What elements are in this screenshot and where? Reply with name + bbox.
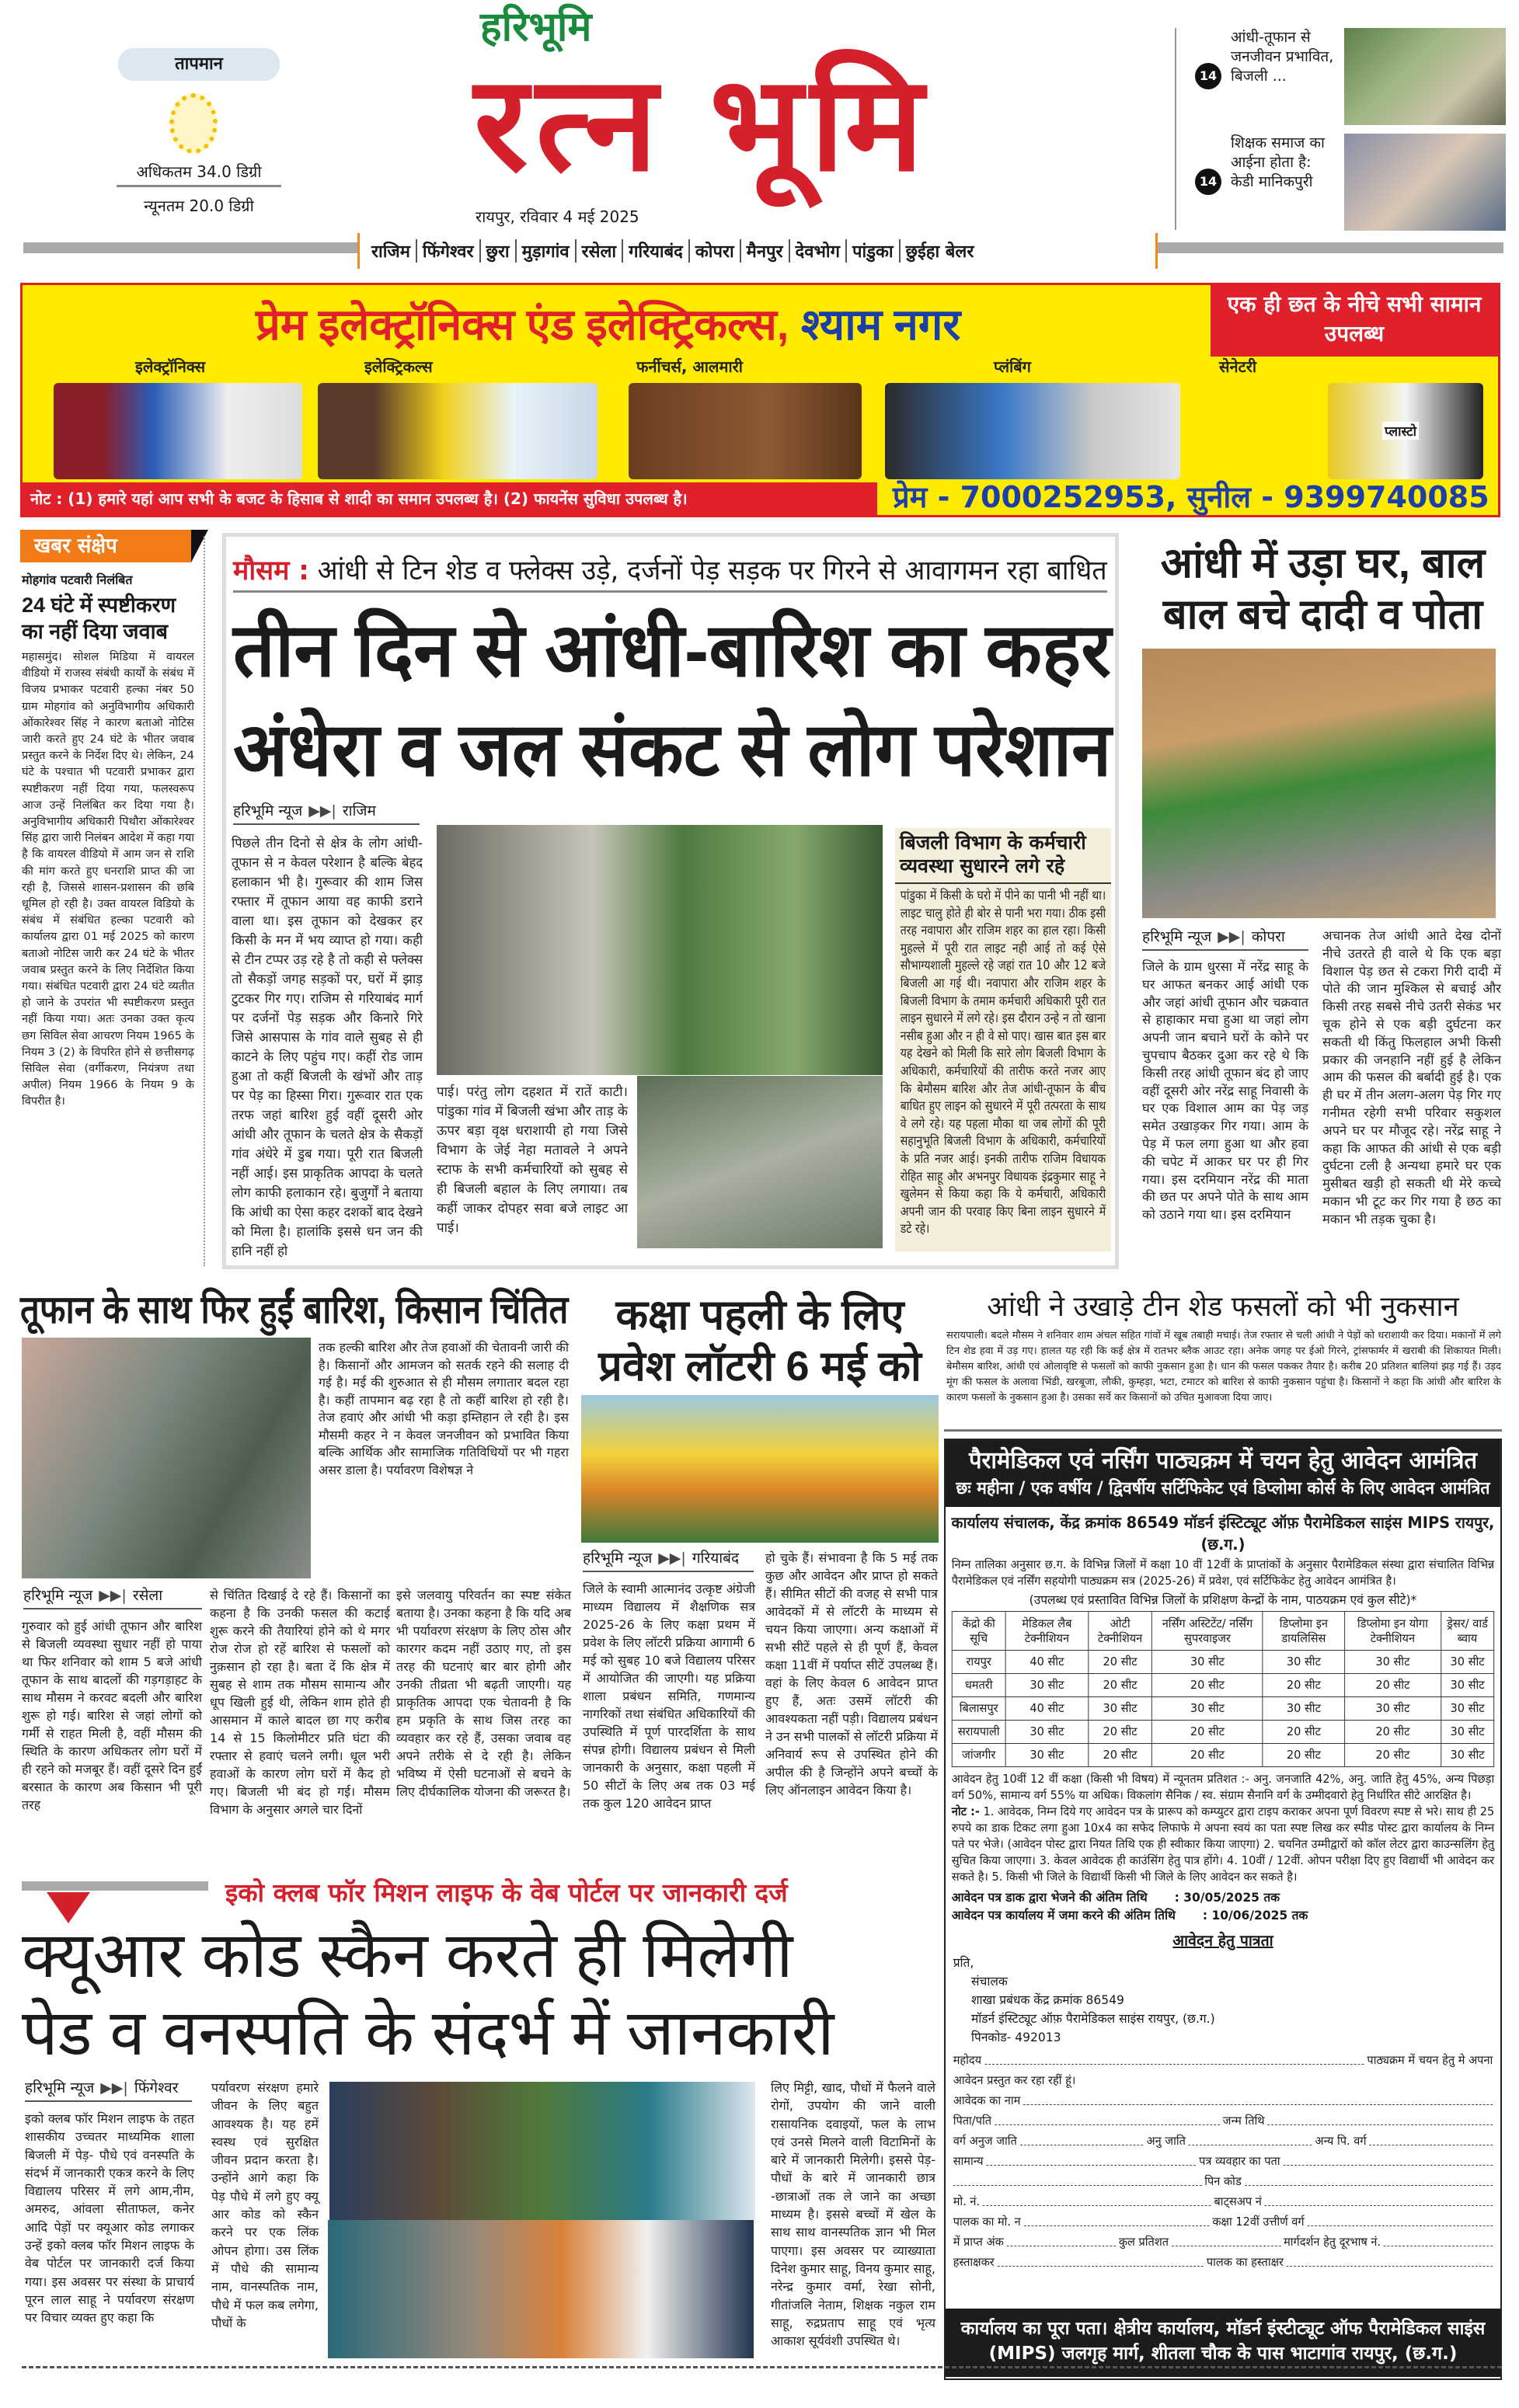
note-label: नोट :- (951, 1804, 980, 1818)
form-label: मार्गदर्शन हेतु दूरभाष नं. (1284, 2235, 1381, 2249)
table-cell: 30 सीट (1263, 1651, 1344, 1674)
lead-photo-street (637, 1076, 883, 1248)
address-line: मॉडर्न इंस्टिट्यूट ऑफ़ पैरामेडिकल साइंस रायपुर, (छ.ग.) (970, 2011, 1215, 2026)
table-cell: जांजगीर (952, 1744, 1005, 1767)
teaser-photo (1344, 134, 1506, 231)
qr-photo-top (329, 2082, 755, 2220)
brief-body: महासमुंद। सोशल मिडिया में वायरल वीडियो में राजस्व संबंधी कार्यों के संबंध में विजय प्रभाकर पटवारी हल्का नंबर 50 ग्राम मोहगांव को अनुविभागीय अधिकारी ओंकारेश्वर सिंह ने कारण बताओ नोटिस जारी करते हुए 24 घंटे के भीतर जवाब प्रस्तुत करने के निर्देश दिए थे। लेकिन, 24 घंटे के पश्चात भी पटवारी प्रभाकर द्वारा स्पष्टीकरण नहीं दिया गया, फलस्वरूप आज उन्हें निलंबित कर दिया गया है। अनुविभागीय अधिकारी पिथौरा ओंकारेश्वर सिंह द्वारा जारी निलंबन आदेश में कहा गया है कि वायरल वीडियो में आम जन से राशि की मांग करते हुए धनराशि प्राप्त की जा रही है, जिससे शासन-प्रशासन की छबि धूमिल हो रही है। उक्त वायरल विडियो के संबंध में संबंधित हल्का पटवारी को कार्यालय द्वारा 01 मई 2025 को कारण बताओ नोटिस जारी कर 24 घंटे के भीतर जवाब प्रस्तुत करने के लिए निर्देशित किया गया। संबंधित पटवारी द्वारा 24 घंटे व्यतीत हो जाने के उपरांत भी स्पष्टीकरण प्रस्तुत नहीं किया गया। अतः उनका उक्त कृत्य छग सिविल सेवा आचरण नियम 1965 के नियम 3 (2) के विपरित होने से छत्तीसगढ़ सिविल सेवा (वर्गीकरण, नियंत्रण तथा अपील) नियम 1966 के नियम 9 के विपरीत है। (22, 651, 194, 1108)
lead-photo-fallen-tree (437, 825, 883, 1075)
form-row (953, 2129, 1493, 2149)
note-body: 1. आवेदक, निम्न दिये गए आवेदन पत्र के प्रारूप को कम्प्युटर द्वारा टाइप कराकर अपना पूर्ण विवरण स्पष्ट से भरे। साथ ही 25 रुपये का डाक टिकट लगा हुआ 10x4 का सफेद लिफाफे मे अपना स्वयं का पता स्पष्ट लिख कर स्पीड पोस्ट द्वारा कार्यालय के निम्न पते पर भेजे। (आवेदन पोस्ट द्वारा नियत तिथि एक ही स्वीकार किया जाएगा) 2. चयनित उम्मीद्वारों को कॉल लेटर द्वारा काउन्सलिंग हेतु सुचित किया जाएगा। 3. केवल आवेदक ही काउंसिंग हेतु पात्र होंगे। 4. 10वीं / 12वीं. ओपन परीक्षा दिए हुए विद्यार्थी भी आवेदन कर सकते है। 5. किसी भी जिले के विद्यार्थी किसी भी जिले के लिए आवेदन कर सकते है। (951, 1804, 1495, 1884)
table-cell: 20 सीट (1089, 1721, 1152, 1744)
electronics-image (54, 383, 302, 479)
table-header: नर्सिंग अस्टिटेंट/ नर्सिंग सुपरवाइजर (1152, 1612, 1263, 1651)
form-row (953, 2250, 1493, 2271)
qr-headline-line-2: पेड व वनस्पति के संदर्भ में जानकारी (22, 1998, 834, 2069)
brief-headline: 24 घंटे में स्पष्टीकरण का नहीं दिया जवाब (22, 593, 176, 643)
news-source: हरिभूमि न्यूज (233, 802, 303, 819)
table-cell: बिलासपुर (952, 1697, 1005, 1721)
table-cell: 30 सीट (1263, 1697, 1344, 1721)
table-cell: 30 सीट (1441, 1697, 1493, 1721)
news-source: हरिभूमि न्यूज (1142, 928, 1212, 945)
forward-arrow-icon: ▶▶| (100, 2079, 128, 2097)
eligibility-text: आवेदन हेतु 10वीं 12 वीं कक्षा (किसी भी विषय) में न्यूनतम प्रतिशत :- अनु. जनजाति 42%, अनु. जाति हेतु 45%, अन्य पिछड़ा वर्ग 50%, सामान्य वर्ग 55% या अधिक। विकलांग सैनिक / स्व. संग्राम सैनानि वर्ग के उम्मीदवारो हेतु निर्धारित सीटे आरक्षित है। (951, 1772, 1495, 1802)
form-label: बाट्सअप नं (1214, 2194, 1262, 2208)
form-label: सामान्य (953, 2154, 984, 2168)
table-cell: 30 सीट (1005, 1674, 1089, 1697)
table-cell: 20 सीट (1344, 1721, 1441, 1744)
section-rule (944, 1429, 1502, 1432)
dateline-place: कोपरा (1251, 928, 1285, 945)
location-link[interactable]: फिंगेश्वर (417, 239, 481, 263)
dateline-place: राजिम (342, 802, 376, 819)
table-cell: 30 सीट (1344, 1697, 1441, 1721)
qr-photo-bottom (328, 2220, 754, 2358)
form-blank-field[interactable] (984, 2064, 1364, 2065)
table-cell: 20 सीट (1344, 1674, 1441, 1697)
table-cell: 20 सीट (1152, 1721, 1263, 1744)
form-row (953, 2048, 1493, 2069)
address-line: प्रति, (953, 1955, 974, 1970)
storm-body-col-3: इसे जलवायु परिवर्तन का स्पष्ट संकेत बताया है। उनका कहना है कि यदि अब भी पर्यावरण संरक्षण के लिए ठोस और कारगर कदम नहीं उठाए गए, तो इस तरह की घटनाएं बार बार होगी और उनकी तीव्रता भी बढ़ती जाएगी। यह प्राकृतिक आपदा एक चेतावनी है कि हम प्रकृति के साथ जिस तरह का व्यवहार कर रहे हैं, उसका जवाब वह अपने तरीके से दे रही है। लेकिन भविष्य में ऐसी घटनाओं से बचने के लिए दीर्घकालिक योजना की जरूरत है। (396, 1588, 571, 1799)
table-cell: 30 सीट (1005, 1744, 1089, 1767)
table-header: मेडिकल लैब टेक्नीशियन (1005, 1612, 1089, 1651)
house-body-col-2: अचानक तेज आंधी आते देख दोनों नीचे उतरते ही वाले थे कि एक बड़ा विशाल पेड़ छत से टकरा गिरी दादी में पोते की जान मुश्किल से बचाई और किसी तरह सबसे नीचे उतरी सेकंड भर चूक होने से एक बड़ी दुर्घटना कर सकती थी किंतु फिलहाल अभी किसी प्रकार की जनहानि नहीं हुई है लेकिन आम की फसल की बर्बादी हुई है। एक ही घर में तीन अलग-अलग पेड़ गिर गए गनीमत रहेगी सभी परिवार सकुशल अपने घर पर मौजूद रहे। नरेंद्र साहू ने कहा कि आफत की आंधी से एक बड़ी दुर्घटना टली है अन्यथा हमारे घर एक मुसीबत खड़ी हो सकती थी मेरे कच्चे मकान भी टूट कर गिर गया है छठ का मकान भी तड़क चुका है। (1322, 928, 1501, 1227)
storm-body-col-2: से चिंतित दिखाई दे रहे हैं। किसानों का कहना है कि उनकी फसल की कटाई शुरू करने की तैयारियां होने को थे मगर रोज रोज हो रहें बारिश से फसलों को नुक़सान हो रहा है। बता दें कि क्षेत्र में सुबह से शाम तक मौसम सामान्य और धूप खिली हुई थी, लेकिन शाम होते ही आसमान में काले बादल छा गए करीब 14 से 15 किलोमीटर प्रति घंटा की रफ्तार से हवाएं चलने लगी। धूल भरी हवाओं के कारण लोग घरों में कैद हो गए। बिजली भी बंद हो गई। मौसम विभाग के अनुसार अगले चार दिनों (210, 1588, 390, 1817)
seats-table (952, 1611, 1494, 1767)
institute-name: कार्यालय संचालक, केंद्र क्रमांक 86549 मॉडर्न इंस्टिट्यूट ऑफ़ पैरामेडिकल साइंस MIPS रायपुर, (छ.ग.) (951, 1513, 1495, 1554)
qr-headline-line-1: क्यूआर कोड स्कैन करते ही मिलेगी (22, 1920, 793, 1991)
form-row (953, 2089, 1493, 2109)
form-label: पालक का हस्ताक्षर (1206, 2255, 1284, 2269)
location-link[interactable]: पांडुका (847, 239, 901, 263)
table-cell: 20 सीट (1263, 1721, 1344, 1744)
form-title: आवेदन हेतु पात्रता (1172, 1931, 1273, 1950)
form-blank-field[interactable] (1023, 2104, 1493, 2105)
teaser-storm[interactable] (1187, 28, 1506, 125)
form-blank-field[interactable] (1283, 2165, 1493, 2166)
intro-text: निम्न तालिका अनुसार छ.ग. के विभिन्न जिलों में कक्षा 10 वीं 12वीं के प्राप्तांकों के अनुसार पैरामेडिकल संस्था द्वारा संचालित विभिन्न पैरामेडिकल एवं नर्सिंग सहयोगी पाठ्यक्रम सत्र (2025-26) में प्रवेश, एवं सर्टिफिकेट हेतु आवेदन आमंत्रित है। (951, 1557, 1495, 1588)
ad-category: प्लंबिंग (994, 357, 1031, 376)
temperature-label: तापमान (118, 48, 280, 81)
lead-headline-line-1: तीन दिन से आंधी-बारिश का कहर (233, 609, 1111, 692)
office-address-footer: कार्यालय का पूरा पता। क्षेत्रीय कार्यालय, मॉडर्न इंस्टीट्यूट ऑफ पैरामेडिकल साइंस (MIPS) जलगृह मार्ग, शीतला चौक के पास भाटागांव रायपुर, (छ.ग.) (946, 2309, 1500, 2377)
table-row (952, 1697, 1494, 1721)
table-caption: (उपलब्ध एवं प्रस्तावित विभिन्न जिलों के प्रशिक्षण केन्द्रों के नाम, पाठयक्रम एवं कुल सीटे)* (1029, 1592, 1417, 1607)
sidebar-electricity-staff (895, 828, 1111, 1251)
water-tank-image (1328, 383, 1483, 479)
teaser-teacher[interactable] (1187, 134, 1506, 231)
address-line: संचालक (970, 1974, 1008, 1989)
form-blank-field[interactable] (953, 2185, 1202, 2186)
form-label: अन्य पि. वर्ग (1315, 2134, 1367, 2148)
location-link[interactable]: गरियाबंद (623, 239, 690, 263)
form-blank-field[interactable] (1307, 2225, 1493, 2226)
table-cell: 30 सीट (1441, 1651, 1493, 1674)
table-cell: 20 सीट (1089, 1744, 1152, 1767)
form-row (953, 2210, 1493, 2230)
form-label: आवेदन प्रस्तुत कर रहा रहीं हूं। (953, 2073, 1076, 2087)
forward-arrow-icon: ▶▶| (658, 1550, 686, 1567)
qr-dateline (25, 2079, 192, 2102)
news-brief-tag: खबर संक्षेप (20, 530, 191, 562)
lead-dateline (233, 802, 420, 825)
location-link[interactable]: छुईहा बेलर (905, 242, 974, 262)
crops-body: सरायपाली। बदले मौसम ने शनिवार शाम अंचल सहित गांवों में खूब तबाही मचाई। तेज रफ्तार से चली आंधी ने पेड़ों को धराशायी कर दिया। मकानों में लगे टिन शेड हवा में उड़ गए। हालत यह रही कि कई क्षेत्र में रातभर ब्लैक आउट रहा। अनेक जगह पर ईओ गिरने, ट्रांसफार्मर में खराबी की शिकायत मिली। बेमौसम बारिश, आंधी एवं ओलावृष्टि से फसलों को काफी नुकसान हुआ है। धान की फसल पककर तैयार है। करीब 20 प्रतिशत बालियां झड़ गई हैं। उड़द मूंग की फसल के अलावा भिंडी, खरबूजा, लौकी, कुम्हड़ा, भटा, टमाटर को बारिश से काफी नुकसान पहुंचा है। किसानों ने कहा कि आंधी और बारिश के कारण फसलों के नुकसान हुआ है। उसका सर्वे कर किसानों को उचित मुआवजा दिया जाए। (946, 1330, 1501, 1404)
addressee (946, 1954, 1500, 2047)
form-row (953, 2069, 1493, 2089)
storm-body-col-1: गुरुवार को हुई आंधी तूफान और बारिश से बिजली व्यवस्था सुधार नहीं हो पाया था फिर शनिवार को शाम 5 बजे आंधी तूफान के साथ बादलों की गड़गड़ाहट के साथ मौसम ने करवट बदली और बारिश शुरू हो गई। बारिश से जहां लोगों को गर्मी से राहत मिली है, वहीं मौसम की स्थिति के कारण अधिकतर लोग घरों में ही रहने को मजबूर हैं। वहीं दूसरे दिन हुईं बरसात के कारण अब किसान भी पूरी तरह (22, 1619, 202, 1812)
edition-date: रायपुर, रविवार 4 मई 2025 (476, 207, 639, 226)
lead-body-col-1: पिछले तीन दिनो से क्षेत्र के लोग आंधी-तूफान से न केवल परेशान है बल्कि बेहद हलाकान भी है। गुरूवार की शाम जिस रफ्तार में तूफान आया वह काफी डराने वाला था। इस तूफान को देखकर हर किसी के मन में भय व्याप्त हो गया। कही से टीन टप्पर उड़ रहे है तो कही से फ्लेक्स तो सैकड़ों जगह सड़कों पर, घरों में झाड़ टुटकर गिर गए। राजिम से गरियाबंद मार्ग पर दर्जनों पेड़ सड़क और किनारे गिरे जिसे आसपास के गांव वाले सुबह से ही काटने के लिए पहुंच गए। कहीं रोड जाम हुआ तो कहीं बिजली के खंभों और ताड़ पर पेड़ का हिस्सा गिरा। गुरूवार रात एक तरफ जहां बारिश हुई वहीं दूसरी ओर आंधी और तूफान के चलते क्षेत्र के सैकड़ों गांव अंधेरे में डुब गया। पूरी रात बिजली नहीं आई। इस प्राकृतिक आपदा के चलते लोग काफी हलाकान रहे। बुजुर्गों ने बताया कि आंधी का ऐसा कहर दशकों बाद देखने को मिला है। हालांकि इससे धन जन की हानि नहीं हो (232, 836, 423, 1259)
electricals-image (318, 383, 597, 479)
lottery-body-col-1: जिले के स्वामी आत्मानंद उत्कृष्ट अंग्रेजी माध्यम विद्यालय में शैक्षणिक सत्र 2025-26 के लिए कक्षा प्रथम में प्रवेश के लिए लॉटरी प्रक्रिया आगामी 6 मई को सुबह 10 बजे विद्यालय परिसर में आयोजित की जाएगी। यह प्रक्रिया शाला प्रबंधन समिति, गणमान्य नागरिकों तथा संबंधित अधिकारियों की उपस्थिति में पूर्ण पारदर्शिता के साथ संपन्न होगी। विद्यालय प्रबंधन से मिली जानकारी के अनुसार, कक्षा पहली में 50 सीटों के लिए अब तक 03 मई तक कुल 120 आवेदन प्राप्त (583, 1582, 755, 1811)
ad-title (256, 299, 1188, 350)
deadline-label: आवेदन पत्र कार्यालय में जमा करने की अंतिम तिथि (951, 1908, 1176, 1923)
form-label: में प्राप्त अंक (953, 2235, 1004, 2249)
lead-body-col-2: पाई। परंतु लोग दहशत में रातें काटी। पांडुका गांव में बिजली खंभा और ताड़ के ऊपर बड़ा वृक्ष धराशायी हो गया जिसे विभाग के जेई नेहा मतावले ने अपने स्टाफ के सभी कर्मचारियों को सुबह से ही बिजली बहाल के लिए लगाया। तब कहीं जाकर दोपहर सवा बजे लाइट आ पाई। (437, 1084, 628, 1236)
dateline-place: गरियाबंद (692, 1550, 740, 1567)
kicker-label: मौसम : (233, 555, 309, 586)
teaser-divider (1175, 28, 1176, 230)
location-nav (357, 233, 1158, 269)
table-cell: 20 सीट (1152, 1744, 1263, 1767)
form-label: पाठ्यक्रम में चयन हेतु मे अपना (1367, 2053, 1493, 2067)
teaser-photo (1344, 28, 1506, 125)
table-header: केंद्रो की सूचि (952, 1612, 1005, 1651)
deadline-office (952, 1906, 1494, 1924)
application-form (946, 2047, 1500, 2271)
teaser-text: आंधी-तूफान से जनजीवन प्रभावित, बिजली ... (1231, 29, 1334, 85)
lottery-dateline (583, 1549, 754, 1572)
form-blank-field[interactable] (1245, 2185, 1493, 2186)
form-row (953, 2230, 1493, 2250)
table-cell: 30 सीट (1441, 1744, 1493, 1767)
dateline-place: रसेला (132, 1587, 163, 1604)
advertisement-prem-electronics (20, 283, 1500, 517)
qr-body-col-2: पर्यावरण संरक्षण हमारे जीवन के लिए बहुत आवश्यक है। यह हमें स्वस्थ एवं सुरक्षित जीवन प्रदान करता है। उन्होंने आगे कहा कि पेड़ पौधे में लगे हुए क्यू आर कोड को स्कैन करने पर एक लिंक ओपन होगा। उस लिंक में पौधे की सामान्य नाम, वानस्पतिक नाम, पौधे में फल कब लगेगा, पौधों के (211, 2080, 319, 2330)
form-label: पालक का मो. न (953, 2215, 1021, 2229)
qr-body-col-1: इको क्लब फॉर मिशन लाइफ के तहत शासकीय उच्चतर माध्यमिक शाला बिजली में पेड़- पौधे एवं वनस्पति के संदर्भ में जानकारी एकत्र करने के लिए विद्यालय परिसर में लगे आम,नीम, अमरुद, आंवला सीताफल, कनेर आदि पेड़ों पर क्यूआर कोड लगाकर उन्हें इको क्लब फॉर मिशन लाइफ के वेब पोर्टल पर जानकारी दर्ज किया गया। इस अवसर पर संस्था के प्राचार्य पूरन लाल साहू ने पर्यावरण संरक्षण पर विचार व्यक्त हुए कहा कि (25, 2111, 194, 2326)
ad-subtitle: छः महीना / एक वर्षीय / द्विवर्षीय सर्टिफिकेट एवं डिप्लोमा कोर्स के लिए आवेदन आमंत्रित (956, 1479, 1490, 1498)
deadline-value: : 10/06/2025 तक (1202, 1908, 1308, 1923)
form-label: कुल प्रतिशत (1118, 2235, 1169, 2249)
ad-title: पैरामेडिकल एवं नर्सिंग पाठ्यक्रम में चयन हेतु आवेदन आमंत्रित (968, 1447, 1478, 1474)
address-line: पिनकोड- 492013 (970, 2030, 1061, 2044)
masthead-ratan-bhumi: रत्न भूमि (474, 50, 932, 198)
temperature-min: न्यूनतम 20.0 डिग्री (144, 197, 254, 215)
table-cell: 30 सीट (1441, 1674, 1493, 1697)
kicker-text: आंधी से टिन शेड व फ्लेक्स उड़े, दर्जनों पेड़ सड़क पर गिरने से आवागमन रहा बाधित (317, 555, 1107, 586)
form-blank-field[interactable] (998, 2266, 1204, 2267)
page-number-badge: 14 (1195, 169, 1221, 195)
ad-category: इलेक्ट्रिकल्स (364, 357, 433, 376)
forward-arrow-icon: ▶▶| (99, 1587, 127, 1604)
ad-header (946, 1440, 1500, 1507)
form-row (953, 2170, 1493, 2190)
form-label: पिन कोड (1204, 2174, 1242, 2188)
ad-category: इलेक्ट्रॉनिक्स (135, 357, 206, 376)
teaser-text: शिक्षक समाज का आईना होता है: केडी मानिकपुरी (1231, 134, 1325, 190)
location-link[interactable]: राजिम (366, 239, 417, 263)
location-link[interactable]: मैनपुर (741, 239, 790, 263)
deadline-post (952, 1888, 1494, 1906)
form-blank-field[interactable] (1265, 2205, 1493, 2206)
table-row (952, 1674, 1494, 1697)
table-header: डिप्लोमा इन योगा टेक्नीशियन (1344, 1612, 1441, 1651)
lottery-headline: कक्षा पहली के लिए प्रवेश लॉटरी 6 मई को (598, 1292, 922, 1390)
news-source: हरिभूमि न्यूज (25, 2079, 95, 2097)
storm-dateline (23, 1586, 202, 1609)
temperature-max: अधिकतम 34.0 डिग्री (117, 162, 281, 187)
page-bottom-rule (22, 2366, 1502, 2368)
location-link[interactable]: कोपरा (690, 239, 741, 263)
ad-content (946, 1440, 1500, 2305)
storm-photo (22, 1338, 311, 1578)
ad-category: फर्नीचर्स, आलमारी (636, 357, 743, 376)
form-blank-field[interactable] (983, 2205, 1211, 2206)
kicker-bar (22, 1881, 208, 1891)
form-row (953, 2149, 1493, 2170)
page-number-badge: 14 (1195, 63, 1221, 89)
form-label: जन्म तिथि (1222, 2114, 1265, 2128)
forward-arrow-icon: ▶▶| (1218, 928, 1246, 945)
dateline-place: फिंगेश्वर (134, 2079, 179, 2097)
ad-note: नोट : (1) हमारे यहां आप सभी के बजट के हिसाब से शादी का समान उपलब्ध है। (2) फायनेंस सुविधा उपलब्ध है। (23, 482, 877, 515)
table-cell: 30 सीट (1344, 1651, 1441, 1674)
table-header: डिप्लोमा इन डायलिसिस (1263, 1612, 1344, 1651)
table-cell: 40 सीट (1005, 1651, 1089, 1674)
table-cell: 30 सीट (1152, 1697, 1263, 1721)
plumbing-image (885, 383, 1180, 479)
lead-headline-line-2: अंधेरा व जल संकट से लोग परेशान (233, 708, 1112, 792)
table-cell: 30 सीट (1441, 1721, 1493, 1744)
paramedical-admission-ad (944, 1439, 1502, 2380)
location-link[interactable]: देवभोग (790, 239, 847, 263)
qr-body-col-3: लिए मिट्टी, खाद, पौधों में फैलने वाले रोगों, उपयोग की जाने वाली रासायनिक दवाइयों, फल के लाभ एवं उनसे मिलने वाली विटामिनों के बारे में जानकारी मिलेगी। इससे पेड़- पौधों के बारे में जानकारी छात्र -छात्राओं तक ले जाने का अच्छा माध्यम है। इससे बच्चों में खेल के साथ साथ वानस्पतिक ज्ञान भी मिल पाएगा। इस अवसर पर व्याख्याता दिनेश कुमार साहू, विनय कुमार साहू, नरेन्द्र कुमार वर्मा, रेखा सोनी, गीतांजलि नेताम, शिक्षक नकुल राम साहू, रुद्रप्रताप साहू एवं भृत्य आकाश सूर्यवंशी उपस्थित थे। (771, 2080, 935, 2349)
form-blank-field[interactable] (1024, 2225, 1210, 2226)
form-label: पिता/पति (953, 2114, 992, 2128)
sun-icon (169, 93, 218, 154)
masthead-haribhoomi: हरिभूमि (480, 5, 592, 50)
form-blank-field[interactable] (1287, 2266, 1493, 2267)
form-label: पत्र व्यवहार का पता (1199, 2154, 1280, 2168)
house-body-col-1: जिले के ग्राम धुरसा में नरेंद्र साहू के घर आफत बनकर आई आंधी एक और जहां आंधी तूफान और चक्रवात से हाहाकार मचा हुआ था जहां लोग अपनी जान बचाने घरों के कोने पर चुपचाप बैठकर दुआ कर रहे थे कि किसी तरह आंधी तूफान बंद हो जाए वहीं दूसरी ओर नरेंद्र साहू निवासी के घर एक विशाल आम का पेड़ जड़ समेत उखाड़कर गिर गया। आम के पेड़ में फल लगा हुआ था और हवा की चपेट में आकर घर पर ही गिर गया। इस दरमियान नरेंद्र की माता की छत पर अपने पोते के साथ आम को उठाने गया था। इस दरमियान (1142, 959, 1308, 1223)
tank-brand-label: प्लास्टो (1382, 422, 1419, 440)
form-label: कक्षा 12वीं उत्तीर्ण वर्ग (1212, 2215, 1305, 2229)
house-dateline (1142, 927, 1308, 951)
table-cell: 20 सीट (1152, 1674, 1263, 1697)
form-label: अनु जाति (1146, 2134, 1186, 2148)
table-row (952, 1744, 1494, 1767)
ad-category: सेनेटरी (1219, 357, 1257, 376)
house-photo-fallen-tree (1142, 649, 1496, 918)
form-blank-field[interactable] (986, 2165, 1196, 2166)
table-cell: सरायपाली (952, 1721, 1005, 1744)
location-link[interactable]: रसेला (577, 239, 623, 263)
location-link[interactable]: छुरा (481, 239, 517, 263)
ad-badge: एक ही छत के नीचे सभी सामान उपलब्ध (1211, 285, 1498, 357)
deadlines (946, 1885, 1500, 1927)
column-divider (204, 536, 205, 1266)
note-text (946, 1804, 1500, 1885)
location-link[interactable]: मुड़ागांव (517, 239, 577, 263)
table-row (952, 1721, 1494, 1744)
table-cell: 30 सीट (1089, 1697, 1152, 1721)
news-source: हरिभूमि न्यूज (583, 1550, 653, 1567)
table-cell: 20 सीट (1344, 1744, 1441, 1767)
deadline-label: आवेदन पत्र डाक द्वारा भेजने की अंतिम तिथि (951, 1890, 1148, 1905)
brief-kicker: मोहगांव पटवारी निलंबित (22, 572, 133, 587)
table-cell: 40 सीट (1005, 1697, 1089, 1721)
news-source: हरिभूमि न्यूज (23, 1587, 93, 1604)
table-cell: 30 सीट (1005, 1721, 1089, 1744)
sidebar-body: पांडुका में किसी के घरो में पीने का पानी भी नहीं था। लाइट चालु होते ही बोर से पानी भरा गया। ठीक इसी तरह नवापारा और राजिम शहर का हाल रहा। किसी मुहल्ले में पूरी रात लाइट नही आई तो कई ऐसे सौभाग्यशाली मुहल्ले रहे जहां रात 10 और 12 बजे बिजली आ गई थी। नवापारा और राजिम शहर के बिजली विभाग के तमाम कर्मचारी अधिकारी पूरी रात लाइन सुधारने में लगे रहे। इस दौरान उन्हे न तो खाना नसीब हुआ और न ही वे सो पाए। खास बात इस बार यह देखने को मिली कि सारे लोग बिजली विभाग के अधिकारी, कर्मचारियों की तारीफ करते नजर आए कि बेमौसम बारिश और तेज आंधी-तूफान के बीच बाधित हुए लाइन को सुधारने में पूरी तत्परता के साथ वे लगे रहे। यह पहला मौका था जब लोगों की पूरी सहानुभूति बिजली विभाग के अधिकारी, कर्मचारियों के प्रति नजर आई। इनकी तारीफ राजिम विधायक रोहित साहू और अभनपुर विधायक इंद्रकुमार साहू ने खुलेमन से किया कहा कि ये कर्मचारी, अधिकारी अपनी जान की परवाह किए बिना लाइन सुधारने में डटे रहे। (900, 888, 1106, 1237)
furniture-image (629, 383, 862, 479)
storm-headline: तूफान के साथ फिर हुईं बारिश, किसान चिंतित (20, 1288, 569, 1331)
table-header: ड्रेसर/ वार्ड ब्वाय (1441, 1612, 1493, 1651)
lead-kicker (233, 553, 1107, 593)
forward-arrow-icon: ▶▶| (308, 802, 336, 819)
sidebar-headline: बिजली विभाग के कर्मचारी व्यवस्था सुधारने लगे रहे (895, 828, 1111, 884)
table-cell: 20 सीट (1089, 1674, 1152, 1697)
house-headline: आंधी में उड़ा घर, बाल बाल बचे दादी व पोता (1160, 540, 1486, 638)
lottery-body-col-2: हो चुके हैं। संभावना है कि 5 मई तक कुछ और आवेदन और प्राप्त हो सकते हैं। सीमित सीटों की वजह से सभी पात्र आवेदकों में से लॉटरी के माध्यम से चयन किया जाएगा। अन्य कक्षाओं में सभी सीटें पहले से ही पूर्ण हैं, केवल कक्षा 11वीं में पर्याप्त सीटें उपलब्ध हैं। वहां के लिए केवल 6 आवेदन प्राप्त हुए हैं, अतः उसमें लॉटरी की आवश्यकता नहीं पड़ी। विद्यालय प्रबंधन ने उन सभी पालकों से लॉटरी प्रक्रिया में अनिवार्य रूप से उपस्थित होने की अपील की है जिन्होंने अपने बच्चों के लिए ऑनलाइन आवेदन किया है। (765, 1550, 938, 1797)
form-label: आवेदक का नाम (953, 2093, 1021, 2107)
form-label: हस्ताक्षकर (953, 2255, 995, 2269)
table-cell: 20 सीट (1263, 1744, 1344, 1767)
table-cell: धमतरी (952, 1674, 1005, 1697)
storm-body-top: तक हल्की बारिश और तेज हवाओं की चेतावनी जारी की है। किसानों और आमजन को सतर्क रहने की सलाह दी गई है। मई की शुरुआत से ही मौसम लगातार बदल रहा है। कहीं तापमान बढ़ रहा है तो कहीं बारिश हो रही है। तेज हवाएं और आंधी भी कड़ा इम्तिहान ले रही है। इस मौसमी कहर ने न केवल जनजीवन को प्रभावित किया बल्कि आर्थिक और सामाजिक गतिविधियों पर भी गहरा असर डाला है। पर्यावरण विशेषज्ञ ने (319, 1340, 569, 1477)
table-row (952, 1651, 1494, 1674)
ad-title-text: प्रेम इलेक्ट्रॉनिक्स एंड इलेक्ट्रिकल्स, (256, 300, 789, 349)
form-label: वर्ग अनुज जाति (953, 2134, 1017, 2148)
address-line: शाखा प्रबंधक केंद्र क्रमांक 86549 (970, 1992, 1124, 2007)
crops-headline: आंधी ने उखाड़े टीन शेड फसलों को भी नुकसान (987, 1291, 1459, 1323)
table-cell: 20 सीट (1089, 1651, 1152, 1674)
form-label: महोदय (953, 2053, 982, 2067)
ad-phone-numbers: प्रेम - 7000252953, सुनील - 9399740085 (893, 480, 1489, 514)
table-cell: 30 सीट (1152, 1651, 1263, 1674)
form-blank-field[interactable] (995, 2124, 1220, 2125)
deadline-value: : 30/05/2025 तक (1174, 1890, 1280, 1905)
qr-kicker: इको क्लब फॉर मिशन लाइफ के वेब पोर्टल पर जानकारी दर्ज (225, 1877, 788, 1908)
table-header: ओटी टेक्नीशियन (1089, 1612, 1152, 1651)
form-blank-field[interactable] (1267, 2124, 1493, 2125)
form-label: मो. नं. (953, 2194, 981, 2208)
school-photo (581, 1395, 939, 1543)
table-cell: रायपुर (952, 1651, 1005, 1674)
ad-title-place: श्याम नगर (800, 300, 961, 349)
table-cell: 20 सीट (1263, 1674, 1344, 1697)
form-row (953, 2109, 1493, 2129)
form-row (953, 2190, 1493, 2210)
